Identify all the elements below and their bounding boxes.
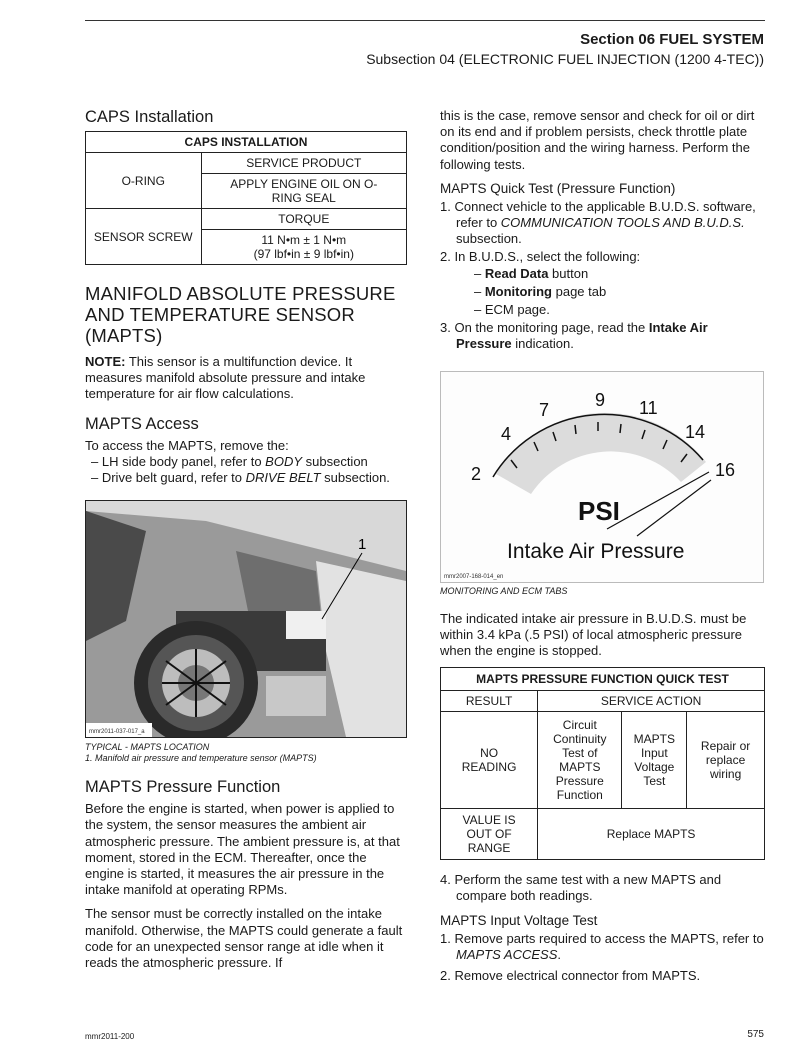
step-4: 4. Perform the same test with a new MAPTS and compare both readings.	[440, 872, 722, 904]
mapts-access-link[interactable]: MAPTS ACCESS	[456, 946, 558, 962]
buds-selection-list	[456, 266, 765, 319]
intake-pressure-gauge	[441, 372, 763, 582]
body-link[interactable]: BODY	[265, 453, 303, 469]
no-reading-cell: NO READING	[441, 712, 538, 809]
torque-cell: TORQUE	[201, 209, 406, 230]
list-item: – Read Data button	[474, 265, 589, 281]
communication-tools-link[interactable]: COMMUNICATION TOOLS AND B.U.D.S.	[500, 215, 745, 231]
photo-code: mmr2011-037-017_a	[89, 729, 145, 736]
list-item: – Monitoring page tab	[474, 283, 607, 299]
caps-installation-table	[85, 131, 407, 265]
indicated-pressure-paragraph: The indicated intake air pressure in B.U.D.S. must be within 3.4 kPa (.5 PSI) of local atmospheric pressure when the engine is stopped.	[440, 610, 747, 659]
step-4-list	[440, 872, 765, 904]
page-number: 575	[747, 1029, 764, 1040]
note-label: NOTE:	[85, 354, 126, 369]
list-item: – Drive belt guard, refer to DRIVE BELT subsection.	[91, 470, 390, 486]
list-item: – ECM page.	[474, 302, 550, 318]
list-item: – LH side body panel, refer to BODY subsection	[91, 453, 368, 469]
result-header: RESULT	[441, 691, 538, 712]
access-intro: To access the MAPTS, remove the:	[85, 437, 289, 453]
continued-paragraph: this is the case, remove sensor and check for oil or dirt on its end and if problem persists, check throttle plate condition/position and the wiring harness. Perform the following tests.	[440, 108, 755, 172]
pressure-function-heading: MAPTS Pressure Function	[85, 778, 281, 797]
step-3: 3. On the monitoring page, read the Intake Air Pressure indication.	[440, 320, 708, 352]
input-voltage-cell: MAPTS Input Voltage Test	[622, 712, 687, 809]
apply-oil-cell: APPLY ENGINE OIL ON O-RING SEAL	[201, 174, 406, 209]
gauge-unit: PSI	[578, 495, 620, 526]
gauge-tick-2: 2	[471, 463, 482, 484]
circuit-continuity-cell: Circuit Continuity Test of MAPTS Pressure Function	[538, 712, 622, 809]
torque-metric: 11 N•m ± 1 N•m	[261, 233, 347, 247]
photo-caption-item: 1. Manifold air pressure and temperature sensor (MAPTS)	[85, 753, 317, 764]
drive-belt-link[interactable]: DRIVE BELT	[245, 470, 321, 486]
section-title: Section 06 FUEL SYSTEM	[580, 31, 764, 48]
quick-test-table	[440, 667, 765, 860]
service-product-cell: SERVICE PRODUCT	[201, 153, 406, 174]
mapts-location-photo	[85, 500, 407, 738]
quick-test-heading: MAPTS Quick Test (Pressure Function)	[440, 180, 676, 196]
replace-mapts-cell: Replace MAPTS	[538, 809, 765, 860]
gauge-tick-16: 16	[715, 459, 736, 480]
engine-photo-illustration	[86, 501, 406, 737]
note-text: This sensor is a multifunction device. It measures manifold absolute pressure and intake temperature for air flow calculations.	[85, 354, 366, 402]
photo-caption-title: TYPICAL - MAPTS LOCATION	[85, 742, 210, 753]
caps-table-title: CAPS INSTALLATION	[86, 132, 407, 153]
footer-code: mmr2011-200	[85, 1032, 135, 1041]
out-of-range-cell: VALUE IS OUT OF RANGE	[441, 809, 538, 860]
input-voltage-heading: MAPTS Input Voltage Test	[440, 912, 598, 928]
sensor-screw-cell: SENSOR SCREW	[86, 209, 202, 265]
service-action-header: SERVICE ACTION	[538, 691, 765, 712]
mapts-heading: MANIFOLD ABSOLUTE PRESSURE AND TEMPERATURE SENSOR (MAPTS)	[85, 283, 396, 346]
gauge-tick-7: 7	[539, 399, 550, 420]
gauge-tick-11: 11	[639, 397, 658, 418]
quick-test-steps	[440, 199, 765, 353]
step-2: 2. In B.U.D.S., select the following: – Read Data button – Monitoring page tab – ECM page.	[440, 249, 765, 318]
oring-cell: O-RING	[86, 153, 202, 209]
repair-cell: Repair or replace wiring	[687, 712, 765, 809]
torque-value-cell	[201, 230, 406, 265]
left-column	[85, 108, 407, 971]
gauge-caption: MONITORING AND ECM TABS	[440, 585, 568, 596]
step-1: 1. Connect vehicle to the applicable B.U.D.S. software, refer to COMMUNICATION TOOLS AND B.U.D.S. subsection.	[440, 198, 756, 247]
gauge-tick-4: 4	[501, 423, 512, 444]
input-voltage-steps	[440, 931, 765, 985]
gauge-label: Intake Air Pressure	[507, 539, 685, 563]
iv-step-1: 1. Remove parts required to access the MAPTS, refer to MAPTS ACCESS.	[440, 930, 764, 962]
right-column	[440, 108, 765, 989]
gauge-code: mmr2007-168-014_en	[444, 573, 504, 580]
iv-step-2: 2. Remove electrical connector from MAPTS.	[440, 968, 701, 984]
gauge-tick-9: 9	[595, 389, 606, 410]
quick-test-table-title: MAPTS PRESSURE FUNCTION QUICK TEST	[441, 668, 765, 691]
subsection-title: Subsection 04 (ELECTRONIC FUEL INJECTION (1200 4-TEC))	[366, 51, 764, 67]
callout-number: 1	[358, 536, 367, 554]
caps-installation-heading: CAPS Installation	[85, 108, 214, 126]
header-rule	[85, 20, 765, 21]
mapts-access-heading: MAPTS Access	[85, 414, 199, 433]
gauge-figure	[440, 371, 764, 583]
note-paragraph	[85, 354, 407, 403]
access-list	[85, 454, 407, 486]
gauge-tick-14: 14	[685, 421, 706, 442]
pressure-paragraph-1: Before the engine is started, when power is applied to the system, the sensor measures the ambient air atmospheric pressure. The ambient pressure is, at that moment, stored in the ECM. Thereafter, once the engine is started, it measures the air pressure in the intake manifold at operating RPMs.	[85, 801, 400, 898]
torque-imperial: (97 lbf•in ± 9 lbf•in)	[253, 247, 354, 261]
pressure-paragraph-2: The sensor must be correctly installed on the intake manifold. Otherwise, the MAPTS could generate a fault code for an unexpected sensor range at idle when it reads the atmospheric pressure. If	[85, 906, 403, 971]
